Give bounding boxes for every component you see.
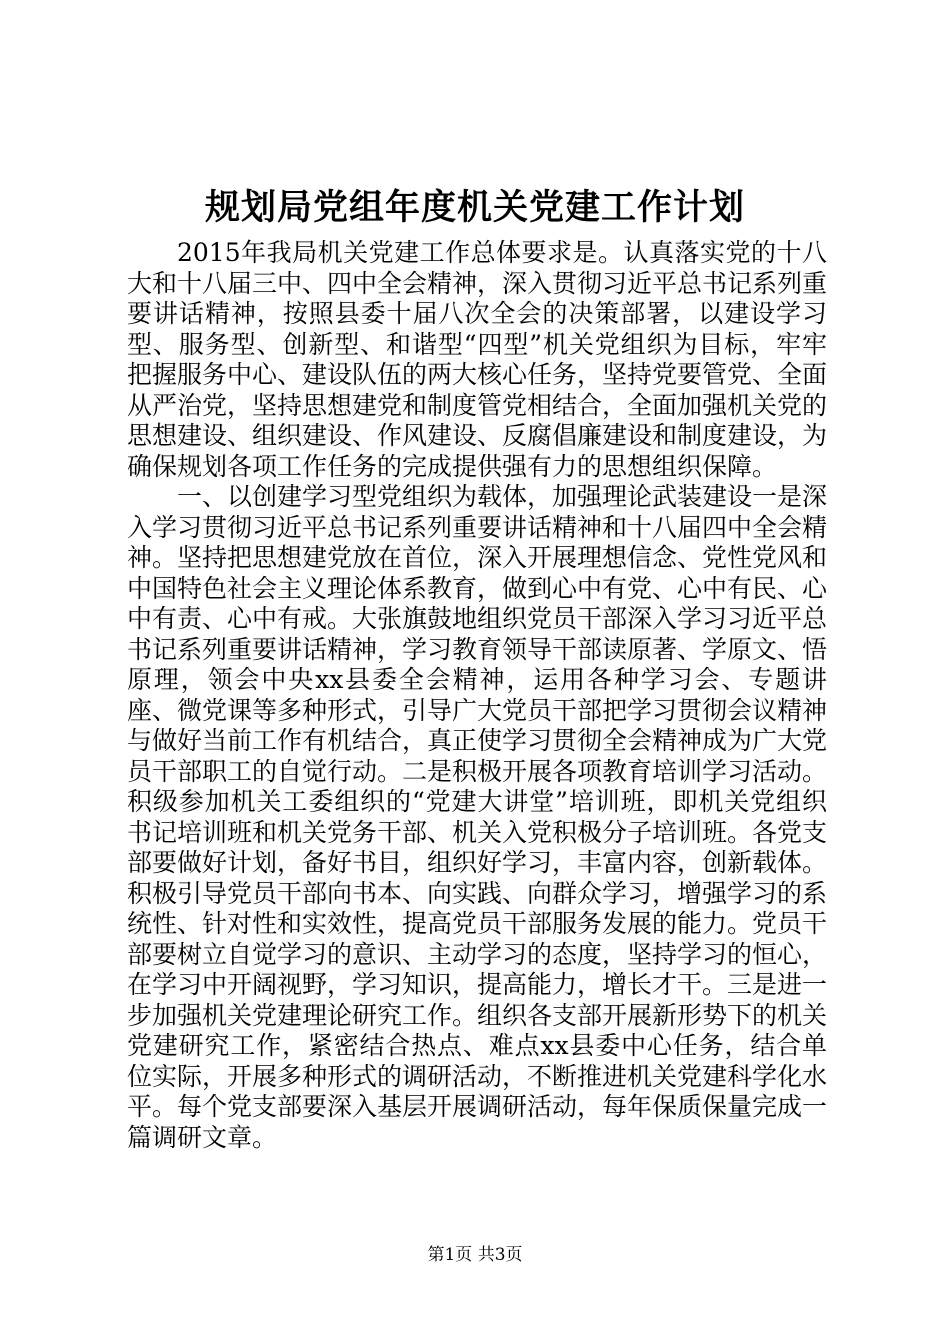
page-number-footer: 第1页 共3页 bbox=[427, 1245, 523, 1265]
document-title: 规划局党组年度机关党建工作计划 bbox=[204, 187, 745, 228]
paragraph-intro: 2015年我局机关党建工作总体要求是。认真落实党的十八大和十八届三中、四中全会精神，深入贯彻习近平总书记系列重要讲话精神，按照县委十届八次全会的决策部署，以建设学习型、服务型、创新型、和谐型“四型”机关党组织为目标，牢牢把握服务中心、建设队伍的两大核心任务，坚持党要管党、全面从严治党，坚持思想建党和制度管党相结合，全面加强机关党的思想建设、组织建设、作风建设、反腐倡廉建设和制度建设，为确保规划各项工作任务的完成提供强有力的思想组织保障。 bbox=[127, 238, 828, 481]
paragraph-section-one: 一、以创建学习型党组织为载体，加强理论武装建设一是深入学习贯彻习近平总书记系列重要讲话精神和十八届四中全会精神。坚持把思想建党放在首位，深入开展理想信念、党性党风和中国特色社会主义理论体系教育，做到心中有党、心中有民、心中有责、心中有戒。大张旗鼓地组织党员干部深入学习习近平总书记系列重要讲话精神，学习教育领导干部读原著、学原文、悟原理，领会中央xx县委全会精神，运用各种学习会、专题讲座、微党课等多种形式，引导广大党员干部把学习贯彻会议精神与做好当前工作有机结合，真正使学习贯彻全会精神成为广大党员干部职工的自觉行动。二是积极开展各项教育培训学习活动。积级参加机关工委组织的“党建大讲堂”培训班，即机关党组织书记培训班和机关党务干部、机关入党积极分子培训班。各党支部要做好计划，备好书目，组织好学习，丰富内容，创新载体。积极引导党员干部向书本、向实践、向群众学习，增强学习的系统性、针对性和实效性，提高党员干部服务发展的能力。党员干部要树立自觉学习的意识、主动学习的态度，坚持学习的恒心，在学习中开阔视野，学习知识，提高能力，增长才干。三是进一步加强机关党建理论研究工作。组织各支部开展新形势下的机关党建研究工作，紧密结合热点、难点xx县委中心任务，结合单位实际，开展多种形式的调研活动，不断推进机关党建科学化水平。每个党支部要深入基层开展调研活动，每年保质保量完成一篇调研文章。 bbox=[127, 482, 828, 1152]
document-body bbox=[127, 238, 827, 1153]
